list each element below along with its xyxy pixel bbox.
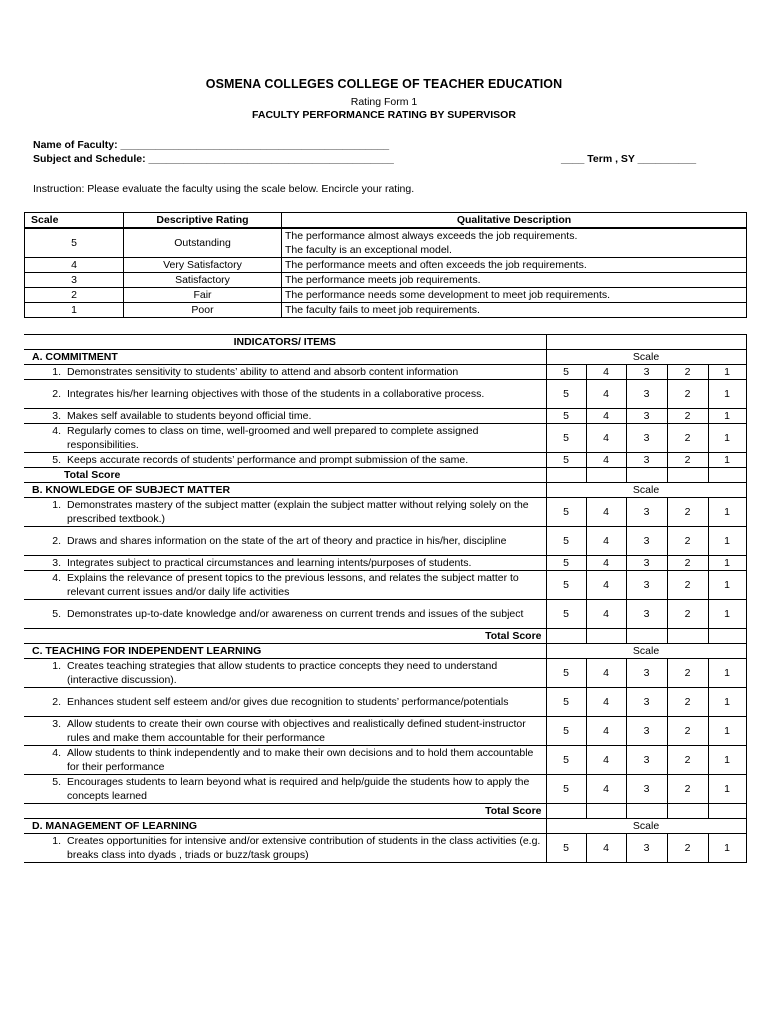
- indicator-number: 1.: [52, 660, 61, 672]
- legend-description: [282, 228, 747, 258]
- indicator-item: [24, 380, 546, 409]
- section-title: C. TEACHING FOR INDEPENDENT LEARNING: [24, 644, 546, 659]
- legend-header-rating: Descriptive Rating: [124, 213, 282, 229]
- indicator-text: Integrates his/her learning objectives with those of the students in a collaborative process.: [67, 388, 485, 400]
- rating-option-1[interactable]: 1: [708, 746, 746, 775]
- indicator-number: 4.: [52, 747, 61, 759]
- indicator-text: Demonstrates up-to-date knowledge and/or awareness on current trends and issues of the subject: [67, 608, 524, 620]
- rating-option-4[interactable]: 4: [586, 659, 626, 688]
- rating-option-4[interactable]: 4: [586, 424, 626, 453]
- indicator-text: Draws and shares information on the state of the art of theory and practice in his/her, discipline: [67, 535, 507, 547]
- table-row: [24, 453, 746, 468]
- indicator-number: 5.: [52, 454, 61, 466]
- rating-option-1[interactable]: 1: [708, 498, 746, 527]
- rating-option-2[interactable]: 2: [667, 556, 708, 571]
- section-header-row: [24, 644, 746, 659]
- indicator-item-wrap: [27, 534, 543, 548]
- indicator-number: 3.: [52, 718, 61, 730]
- total-score-cell[interactable]: [626, 629, 667, 644]
- rating-option-5[interactable]: 5: [546, 746, 586, 775]
- rating-option-4[interactable]: 4: [586, 834, 626, 863]
- indicator-number: 5.: [52, 608, 61, 620]
- rating-option-4[interactable]: 4: [586, 571, 626, 600]
- indicator-text: Enhances student self esteem and/or gives due recognition to students’ performance/potentials: [67, 696, 509, 708]
- indicator-text: Demonstrates sensitivity to students’ ability to attend and absorb content information: [67, 366, 459, 378]
- table-row: [24, 834, 746, 863]
- rating-option-3[interactable]: 3: [626, 453, 667, 468]
- institution-heading: OSMENA COLLEGES COLLEGE OF TEACHER EDUCATION: [205, 77, 563, 91]
- indicator-item-wrap: [27, 424, 543, 452]
- instruction-text: Instruction: Please evaluate the faculty using the scale below. Encircle your rating.: [33, 183, 415, 195]
- total-score-cell[interactable]: [586, 804, 626, 819]
- indicators-title-blank: [546, 335, 746, 350]
- faculty-name-field[interactable]: Name of Faculty: ______________________________________________: [33, 139, 390, 151]
- indicator-item-wrap: [27, 387, 543, 401]
- legend-rating: Satisfactory: [124, 273, 282, 288]
- rating-option-2[interactable]: 2: [667, 717, 708, 746]
- rating-option-3[interactable]: 3: [626, 527, 667, 556]
- rating-option-2[interactable]: 2: [667, 365, 708, 380]
- scale-legend-table: [24, 212, 747, 318]
- total-score-cell[interactable]: [626, 804, 667, 819]
- rating-option-3[interactable]: 3: [626, 498, 667, 527]
- table-row: [24, 717, 746, 746]
- total-score-cell[interactable]: [586, 468, 626, 483]
- total-score-row: [24, 629, 746, 644]
- legend-row: [25, 288, 747, 303]
- rating-option-4[interactable]: 4: [586, 409, 626, 424]
- indicator-item-wrap: [27, 607, 543, 621]
- legend-rating: Outstanding: [124, 228, 282, 258]
- rating-option-5[interactable]: 5: [546, 424, 586, 453]
- indicator-item: [24, 834, 546, 863]
- rating-option-5[interactable]: 5: [546, 571, 586, 600]
- table-row: [24, 746, 746, 775]
- total-score-label: Total Score: [24, 629, 546, 644]
- indicator-number: 3.: [52, 557, 61, 569]
- form-number: Rating Form 1: [350, 96, 418, 108]
- rating-option-2[interactable]: 2: [667, 775, 708, 804]
- indicators-title: INDICATORS/ ITEMS: [24, 335, 546, 350]
- indicator-text: Regularly comes to class on time, well-groomed and well prepared to complete assigned responsibilities.: [67, 425, 479, 451]
- rating-option-1[interactable]: 1: [708, 717, 746, 746]
- rating-option-3[interactable]: 3: [626, 409, 667, 424]
- indicator-number: 2.: [52, 388, 61, 400]
- indicator-number: 4.: [52, 425, 61, 437]
- indicator-item: [24, 600, 546, 629]
- rating-option-5[interactable]: 5: [546, 498, 586, 527]
- indicator-item: [24, 527, 546, 556]
- rating-option-1[interactable]: 1: [708, 775, 746, 804]
- indicator-number: 2.: [52, 535, 61, 547]
- rating-option-3[interactable]: 3: [626, 775, 667, 804]
- indicator-item: [24, 409, 546, 424]
- total-score-cell[interactable]: [667, 804, 708, 819]
- rating-option-2[interactable]: 2: [667, 527, 708, 556]
- rating-option-4[interactable]: 4: [586, 717, 626, 746]
- rating-option-2[interactable]: 2: [667, 380, 708, 409]
- legend-scale: 5: [25, 228, 124, 258]
- legend-description: The faculty fails to meet job requirements.: [282, 303, 747, 318]
- rating-option-3[interactable]: 3: [626, 834, 667, 863]
- rating-option-3[interactable]: 3: [626, 556, 667, 571]
- indicator-item-wrap: [27, 453, 543, 467]
- scale-label: Scale: [546, 644, 746, 659]
- table-row: [24, 600, 746, 629]
- rating-option-4[interactable]: 4: [586, 498, 626, 527]
- total-score-cell[interactable]: [626, 468, 667, 483]
- total-score-cell[interactable]: [586, 629, 626, 644]
- legend-row: [25, 258, 747, 273]
- term-sy-field[interactable]: ____ Term , SY __________: [561, 153, 697, 165]
- table-row: [24, 365, 746, 380]
- rating-option-4[interactable]: 4: [586, 556, 626, 571]
- rating-option-5[interactable]: 5: [546, 659, 586, 688]
- rating-option-5[interactable]: 5: [546, 600, 586, 629]
- rating-option-4[interactable]: 4: [586, 688, 626, 717]
- rating-option-2[interactable]: 2: [667, 409, 708, 424]
- rating-option-2[interactable]: 2: [667, 453, 708, 468]
- total-score-label: Total Score: [24, 468, 546, 483]
- indicator-item: [24, 498, 546, 527]
- rating-option-3[interactable]: 3: [626, 380, 667, 409]
- rating-option-5[interactable]: 5: [546, 688, 586, 717]
- rating-option-3[interactable]: 3: [626, 571, 667, 600]
- rating-option-3[interactable]: 3: [626, 365, 667, 380]
- legend-description: The performance meets and often exceeds the job requirements.: [282, 258, 747, 273]
- rating-option-1[interactable]: 1: [708, 453, 746, 468]
- rating-option-3[interactable]: 3: [626, 717, 667, 746]
- rating-option-1[interactable]: 1: [708, 688, 746, 717]
- indicators-table: [24, 334, 747, 863]
- table-row: [24, 527, 746, 556]
- table-row: [24, 498, 746, 527]
- table-row: [24, 556, 746, 571]
- rating-option-5[interactable]: 5: [546, 717, 586, 746]
- indicator-number: 1.: [52, 835, 61, 847]
- rating-option-1[interactable]: 1: [708, 409, 746, 424]
- rating-option-2[interactable]: 2: [667, 688, 708, 717]
- rating-option-1[interactable]: 1: [708, 527, 746, 556]
- rating-option-2[interactable]: 2: [667, 600, 708, 629]
- legend-rating: Very Satisfactory: [124, 258, 282, 273]
- scale-label: Scale: [546, 350, 746, 365]
- total-score-row: [24, 804, 746, 819]
- table-row: [24, 688, 746, 717]
- rating-option-1[interactable]: 1: [708, 834, 746, 863]
- rating-option-1[interactable]: 1: [708, 380, 746, 409]
- table-row: [24, 409, 746, 424]
- section-header-row: [24, 483, 746, 498]
- rating-option-4[interactable]: 4: [586, 365, 626, 380]
- legend-header-description: Qualitative Description: [282, 213, 747, 229]
- total-score-cell[interactable]: [546, 468, 586, 483]
- indicator-number: 4.: [52, 572, 61, 584]
- total-score-row: [24, 468, 746, 483]
- total-score-cell[interactable]: [546, 804, 586, 819]
- legend-description: The performance needs some development to meet job requirements.: [282, 288, 747, 303]
- total-score-cell[interactable]: [708, 468, 746, 483]
- rating-option-3[interactable]: 3: [626, 659, 667, 688]
- section-title: D. MANAGEMENT OF LEARNING: [24, 819, 546, 834]
- indicator-item: [24, 746, 546, 775]
- scale-label: Scale: [546, 819, 746, 834]
- indicator-item: [24, 775, 546, 804]
- indicator-text: Explains the relevance of present topics to the previous lessons, and relates the subject matter to relevant current issues and/or daily life activities: [67, 572, 519, 598]
- indicator-item: [24, 453, 546, 468]
- legend-description-line: The faculty is an exceptional model.: [285, 244, 452, 256]
- legend-rating: Poor: [124, 303, 282, 318]
- rating-option-1[interactable]: 1: [708, 556, 746, 571]
- total-score-cell[interactable]: [667, 468, 708, 483]
- rating-option-5[interactable]: 5: [546, 775, 586, 804]
- rating-option-1[interactable]: 1: [708, 659, 746, 688]
- legend-scale: 3: [25, 273, 124, 288]
- indicator-item: [24, 556, 546, 571]
- rating-option-5[interactable]: 5: [546, 834, 586, 863]
- rating-option-3[interactable]: 3: [626, 746, 667, 775]
- legend-row: [25, 273, 747, 288]
- rating-option-3[interactable]: 3: [626, 424, 667, 453]
- indicator-item-wrap: [27, 409, 543, 423]
- indicator-number: 5.: [52, 776, 61, 788]
- rating-option-2[interactable]: 2: [667, 834, 708, 863]
- indicators-table-body: [24, 335, 746, 863]
- rating-option-4[interactable]: 4: [586, 380, 626, 409]
- rating-option-4[interactable]: 4: [586, 746, 626, 775]
- indicator-item-wrap: [27, 746, 543, 774]
- scale-label: Scale: [546, 483, 746, 498]
- legend-description: The performance meets job requirements.: [282, 273, 747, 288]
- legend-scale: 1: [25, 303, 124, 318]
- rating-option-3[interactable]: 3: [626, 600, 667, 629]
- legend-header-scale: Scale: [25, 213, 124, 229]
- rating-option-4[interactable]: 4: [586, 527, 626, 556]
- total-score-cell[interactable]: [667, 629, 708, 644]
- total-score-cell[interactable]: [546, 629, 586, 644]
- rating-option-5[interactable]: 5: [546, 556, 586, 571]
- indicator-item-wrap: [27, 498, 543, 526]
- rating-option-2[interactable]: 2: [667, 746, 708, 775]
- indicator-item: [24, 365, 546, 380]
- legend-header-row: [25, 213, 747, 229]
- indicator-item-wrap: [27, 556, 543, 570]
- section-title: A. COMMITMENT: [24, 350, 546, 365]
- indicator-item: [24, 424, 546, 453]
- rating-option-5[interactable]: 5: [546, 527, 586, 556]
- indicator-item-wrap: [27, 775, 543, 803]
- legend-row: [25, 303, 747, 318]
- rating-option-1[interactable]: 1: [708, 365, 746, 380]
- indicator-item-wrap: [27, 717, 543, 745]
- total-score-cell[interactable]: [708, 804, 746, 819]
- table-row: [24, 424, 746, 453]
- section-header-row: [24, 350, 746, 365]
- indicator-text: Makes self available to students beyond official time.: [67, 410, 312, 422]
- indicator-number: 1.: [52, 499, 61, 511]
- rating-option-5[interactable]: 5: [546, 453, 586, 468]
- subject-schedule-field[interactable]: Subject and Schedule: __________________________________________: [33, 153, 394, 165]
- section-header-row: [24, 819, 746, 834]
- rating-option-4[interactable]: 4: [586, 600, 626, 629]
- table-row: [24, 775, 746, 804]
- rating-option-1[interactable]: 1: [708, 571, 746, 600]
- total-score-label: Total Score: [24, 804, 546, 819]
- rating-option-2[interactable]: 2: [667, 498, 708, 527]
- indicator-text: Creates teaching strategies that allow students to practice concepts they need to understand (interactive discussion).: [67, 660, 498, 686]
- rating-option-1[interactable]: 1: [708, 424, 746, 453]
- rating-option-1[interactable]: 1: [708, 600, 746, 629]
- indicator-text: Encourages students to learn beyond what is required and help/guide the students how to apply the concepts learned: [67, 776, 530, 802]
- indicator-text: Integrates subject to practical circumstances and learning intents/purposes of students.: [67, 557, 472, 569]
- legend-row: [25, 228, 747, 258]
- indicator-item-wrap: [27, 834, 543, 862]
- indicator-item-wrap: [27, 365, 543, 379]
- table-row: [24, 659, 746, 688]
- rating-option-5[interactable]: 5: [546, 365, 586, 380]
- indicator-item: [24, 717, 546, 746]
- rating-option-2[interactable]: 2: [667, 424, 708, 453]
- rating-option-2[interactable]: 2: [667, 571, 708, 600]
- indicators-title-row: [24, 335, 746, 350]
- legend-scale: 4: [25, 258, 124, 273]
- rating-option-5[interactable]: 5: [546, 380, 586, 409]
- indicator-item: [24, 659, 546, 688]
- legend-description-line: The performance almost always exceeds the job requirements.: [285, 230, 578, 242]
- indicator-text: Demonstrates mastery of the subject matter (explain the subject matter without relying solely on the prescribed textbook.): [67, 499, 529, 525]
- rating-option-5[interactable]: 5: [546, 409, 586, 424]
- indicator-number: 1.: [52, 366, 61, 378]
- indicator-item-wrap: [27, 659, 543, 687]
- legend-rating: Fair: [124, 288, 282, 303]
- rating-option-4[interactable]: 4: [586, 453, 626, 468]
- indicator-item: [24, 688, 546, 717]
- indicator-item-wrap: [27, 571, 543, 599]
- section-title: B. KNOWLEDGE OF SUBJECT MATTER: [24, 483, 546, 498]
- indicator-text: Keeps accurate records of students’ performance and prompt submission of the same.: [67, 454, 469, 466]
- total-score-cell[interactable]: [708, 629, 746, 644]
- indicator-text: Creates opportunities for intensive and/or extensive contribution of students in the class activities (e.g. breaks class into dyads , triads or buzz/task groups): [67, 835, 541, 861]
- rating-option-3[interactable]: 3: [626, 688, 667, 717]
- form-title: FACULTY PERFORMANCE RATING BY SUPERVISOR: [252, 109, 516, 121]
- rating-option-4[interactable]: 4: [586, 775, 626, 804]
- rating-option-2[interactable]: 2: [667, 659, 708, 688]
- table-row: [24, 571, 746, 600]
- indicator-number: 2.: [52, 696, 61, 708]
- legend-scale: 2: [25, 288, 124, 303]
- table-row: [24, 380, 746, 409]
- indicator-number: 3.: [52, 410, 61, 422]
- indicator-item-wrap: [27, 695, 543, 709]
- indicator-text: Allow students to think independently and to make their own decisions and to hold them accountable for their performance: [67, 747, 534, 773]
- indicator-item: [24, 571, 546, 600]
- indicator-text: Allow students to create their own course with objectives and realistically defined student-instructor rules and make them accountable for their performance: [67, 718, 526, 744]
